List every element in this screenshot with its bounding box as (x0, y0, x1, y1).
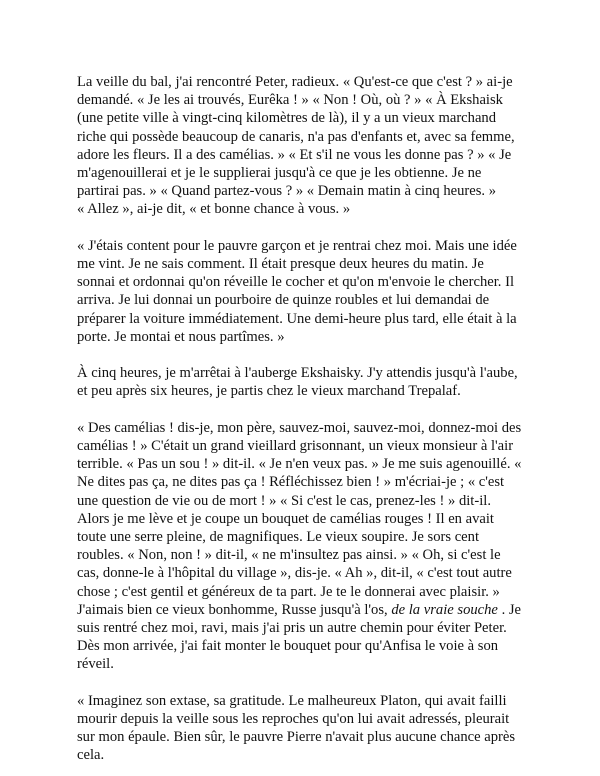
paragraph-2 (77, 237, 529, 346)
text-segment: J'aimais bien ce vieux bonhomme, Russe jusqu'à l'os, (77, 601, 392, 618)
text-line: chose ; c'est gentil et généreux de ta part. Je te le donnerai avec plaisir. » (77, 583, 500, 600)
text-segment: . Je (497, 601, 522, 618)
paragraph-3 (77, 364, 529, 400)
text-line: une question de vie ou de mort ! » « Si c'est le cas, prenez-les ! » dit-il. (77, 492, 491, 509)
text-line: sur mon épaule. Bien sûr, le pauvre Pierre n'avait plus aucune chance après (77, 729, 516, 746)
text-line: Alors je me lève et je coupe un bouquet de camélias rouges ! Il en avait (77, 510, 494, 527)
text-line: et peu après six heures, je partis chez le vieux marchand Trepalaf. (77, 383, 461, 400)
text-line: sonnai et ordonnai qu'on réveille le cocher et qu'on m'envoie le chercher. Il (77, 274, 515, 291)
text-line: « J'étais content pour le pauvre garçon et je rentrai chez moi. Mais une idée (77, 237, 517, 254)
text-line: demandé. « Je les ai trouvés, Eurêka ! » « Non ! Où, où ? » « À Ekshaisk (77, 92, 503, 109)
text-line: Ne dites pas ça, ne dites pas ça ! Réfléchissez bien ! » m'écriai-je ; « c'est (77, 474, 505, 491)
paragraph-5 (77, 692, 529, 765)
text-line: me vint. Je ne sais comment. Il était presque deux heures du matin. Je (77, 256, 484, 273)
text-line: « Allez », ai-je dit, « et bonne chance à vous. » (77, 201, 351, 218)
text-line: cela. (77, 747, 105, 764)
text-line: arriva. Je lui donnai un pourboire de quinze roubles et lui demandai de (77, 292, 490, 309)
text-line: camélias ! » C'était un grand vieillard grisonnant, un vieux monsieur à l'air (77, 438, 514, 455)
italic-phrase: de la vraie souche (391, 601, 498, 618)
text-line: partirai pas. » « Quand partez-vous ? » « Demain matin à cinq heures. » (77, 183, 497, 200)
text-line: toute une serre pleine, de magnifiques. Le vieux soupire. Je sors cent (77, 529, 480, 546)
text-line: À cinq heures, je m'arrêtai à l'auberge Ekshaisky. J'y attendis jusqu'à l'aube, (77, 365, 518, 382)
text-line: (une petite ville à vingt-cinq kilomètres de là), il y a un vieux marchand (77, 110, 497, 127)
paragraph-1 (77, 73, 529, 219)
text-line: réveil. (77, 656, 114, 673)
text-line: cas, donne-le à l'hôpital du village », dis-je. « Ah », dit-il, « c'est tout autre (77, 565, 512, 582)
text-line: préparer la voiture immédiatement. Une demi-heure plus tard, elle était à la (77, 310, 517, 327)
text-line: « Imaginez son extase, sa gratitude. Le malheureux Platon, qui avait failli (77, 692, 507, 709)
text-line: La veille du bal, j'ai rencontré Peter, radieux. « Qu'est-ce que c'est ? » ai-je (77, 74, 513, 90)
text-line: roubles. « Non, non ! » dit-il, « ne m'insultez pas ainsi. » « Oh, si c'est le (77, 547, 501, 564)
text-line: adore les fleurs. Il a des camélias. » « Et s'il ne vous les donne pas ? » « Je (77, 146, 512, 163)
text-line-with-italic (77, 602, 521, 618)
text-line: « Des camélias ! dis-je, mon père, sauvez-moi, sauvez-moi, donnez-moi des (77, 419, 522, 436)
text-line: mourir depuis la veille sous les reproches qu'on lui avait adressés, pleurait (77, 711, 510, 728)
text-line: m'agenouillerai et je le supplierai jusqu'à ce que je les obtienne. Je ne (77, 165, 482, 182)
document-page (77, 73, 529, 765)
text-line: Dès mon arrivée, j'ai fait monter le bouquet pour qu'Anfisa le voie à son (77, 638, 499, 655)
text-line: riche qui possède beaucoup de canaris, n'a pas d'enfants et, avec sa femme, (77, 128, 515, 145)
text-line: porte. Je montai et nous partîmes. » (77, 328, 285, 345)
text-line: terrible. « Pas un sou ! » dit-il. « Je n'en veux pas. » Je me suis agenouillé. « (77, 456, 522, 473)
paragraph-4 (77, 419, 529, 674)
text-line: suis rentré chez moi, ravi, mais j'ai pris un autre chemin pour éviter Peter. (77, 620, 507, 637)
